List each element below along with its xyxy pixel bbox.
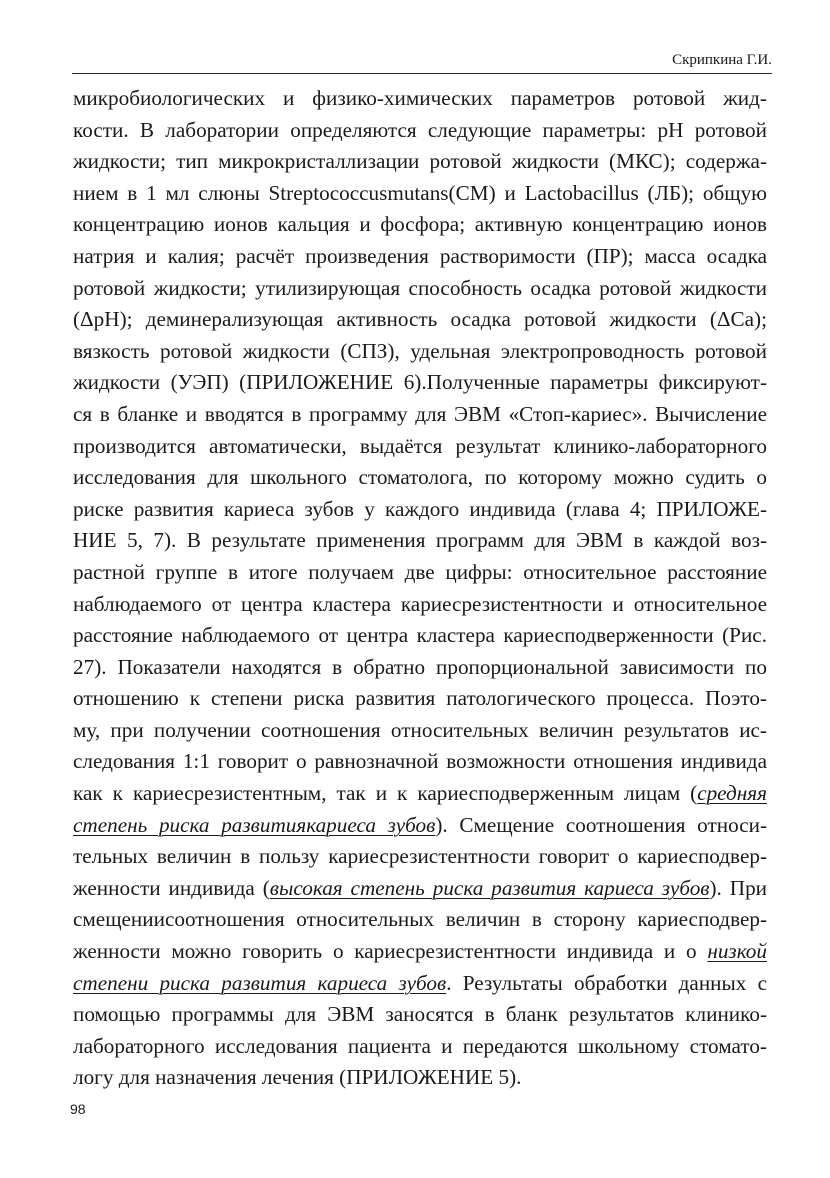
text-line: отношению к степени риска развития патологического процесса. Поэто- [73,686,767,711]
text-line: кости. В лаборатории определяются следующие параметры: pH ротовой [73,117,767,142]
line-text-after: . Результаты обработки данных с [446,970,767,995]
text-line: тельных величин в пользу кариесрезистентности говорит о кариесподвер- [73,844,767,869]
text-line: жидкости (УЭП) (ПРИЛОЖЕНИЕ 6).Полученные параметры фиксируют- [73,370,767,395]
text-line: исследования для школьного стоматолога, по которому можно судить о [73,465,767,490]
text-line: расстояние наблюдаемого от центра кластера кариесподверженности (Рис. [73,623,767,648]
text-line: микробиологических и физико-химических параметров ротовой жид- [73,86,767,110]
text-line: смещениисоотношения относительных величин в сторону кариесподвер- [73,907,767,932]
line-text-before: женности можно говорить о кариесрезистентности индивида и о [73,939,708,964]
line-text-before: как к кариесрезистентным, так и к кариесподверженным лицам ( [73,781,698,806]
text-line: жидкости; тип микрокристаллизации ротовой жидкости (МКС); содержа- [73,149,767,174]
text-line-with-term [73,873,767,905]
text-line: производится автоматически, выдаётся результат клинико-лабораторного [73,433,767,458]
text-line: помощью программы для ЭВМ заносятся в бланк результатов клинико- [73,1002,767,1027]
text-line: концентрацию ионов кальция и фосфора; активную концентрацию ионов [73,212,767,237]
text-line-with-term [73,810,767,842]
text-line-last: логу для назначения лечения (ПРИЛОЖЕНИЕ 5). [73,1065,522,1090]
line-text-after: ). При [709,875,767,900]
text-line: ся в бланке и вводятся в программу для ЭВМ «Стоп-кариес». Вычисление [73,401,767,426]
line-text-after: ). Смещение соотношения относи- [435,812,767,837]
text-line: му, при получении соотношения относительных величин результатов ис- [73,717,767,742]
risk-term-medium: средняя [697,781,767,806]
risk-term-low-cont: степени риска развития кариеса зубов [73,970,447,995]
text-line: 27). Показатели находятся в обратно пропорциональной зависимости по [73,654,767,679]
risk-term-high: высокая степень риска развития кариеса зубов [269,875,710,900]
text-line-with-term [73,778,767,810]
text-line: нием в 1 мл слюны Streptococcusmutans(СМ) и Lactobacillus (ЛБ); общую [73,180,767,205]
text-line: ротовой жидкости; утилизирующая способность осадка ротовой жидкости [73,275,767,300]
risk-term-medium-cont: степень риска развитиякариеса зубов [73,812,436,837]
text-line: лабораторного исследования пациента и передаются школьному стомато- [73,1033,767,1058]
page-number: 98 [70,1101,86,1117]
text-line: риске развития кариеса зубов у каждого индивида (глава 4; ПРИЛОЖЕ- [73,496,767,521]
running-header-author: Скрипкина Г.И. [672,52,772,68]
header-rule [72,73,772,74]
text-line: наблюдаемого от центра кластера кариесрезистентности и относительное [73,591,767,616]
risk-term-low: низкой [707,939,767,964]
text-line-with-term [73,968,767,1000]
text-line: растной группе в итоге получаем две цифры: относительное расстояние [73,559,767,584]
text-line: следования 1:1 говорит о равнозначной возможности отношения индивида [73,749,767,774]
line-text-before: женности индивида ( [73,875,270,900]
body-paragraph [73,83,767,1094]
text-line: НИЕ 5, 7). В результате применения программ для ЭВМ в каждой воз- [73,528,767,553]
text-line: натрия и калия; расчёт произведения растворимости (ПР); масса осадка [73,243,767,268]
text-line: (ΔpH); деминерализующая активность осадка ротовой жидкости (ΔCa); [73,307,767,332]
text-line: вязкость ротовой жидкости (СПЗ), удельная электропроводность ротовой [73,338,767,363]
text-line-with-term [73,936,767,968]
